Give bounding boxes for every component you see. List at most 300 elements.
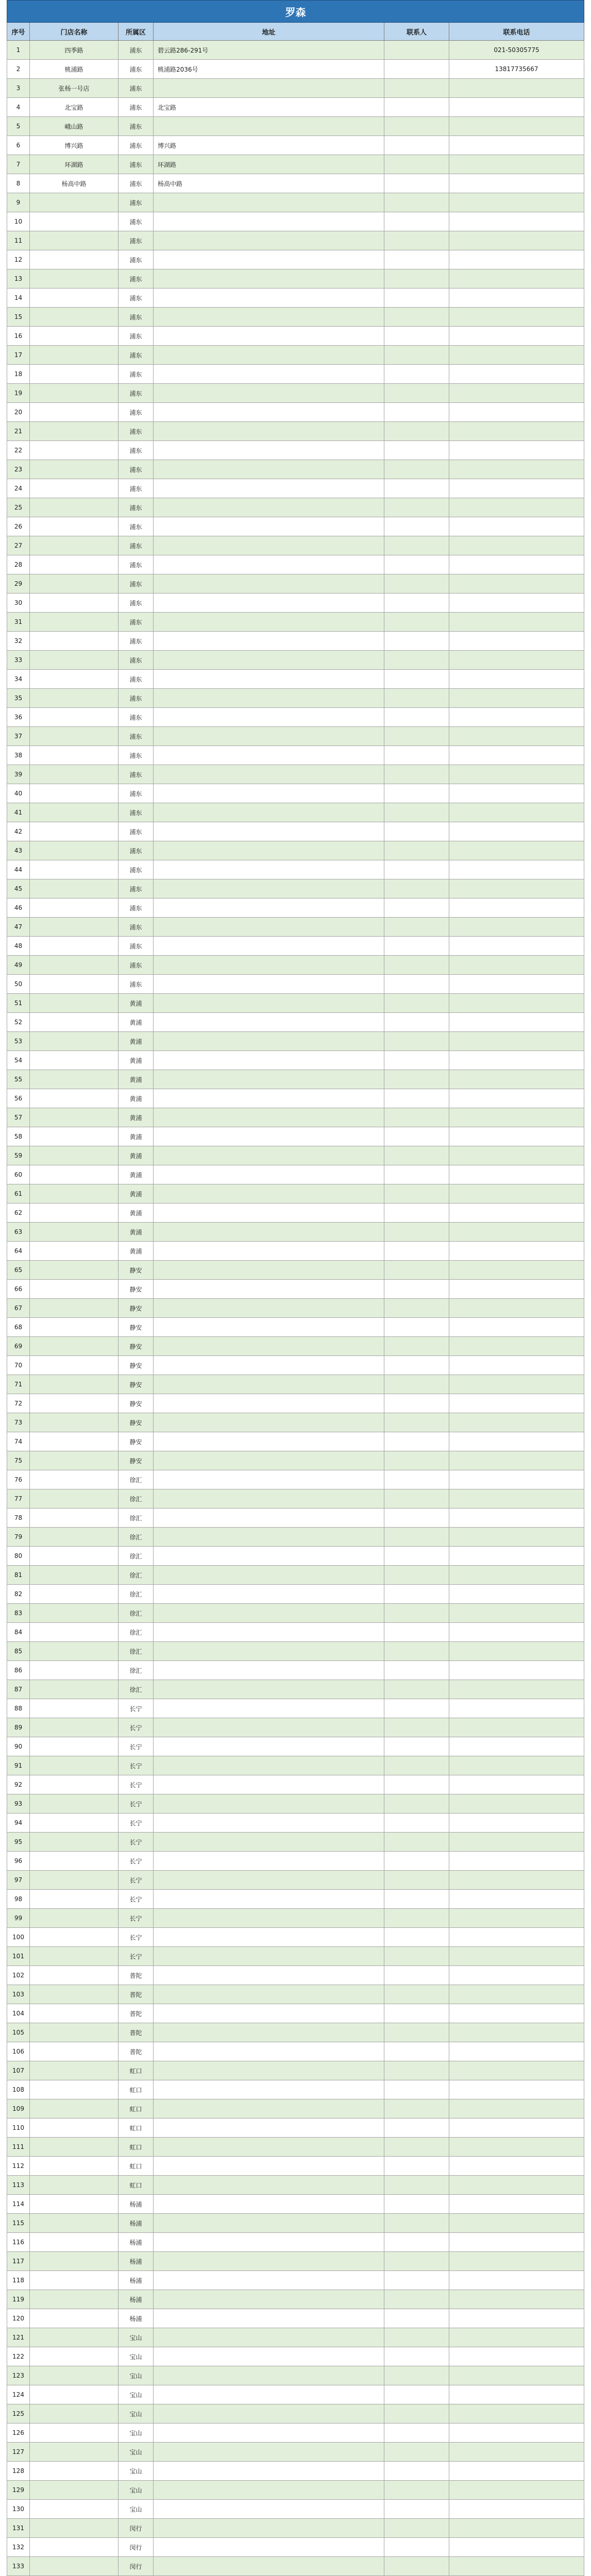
store-name — [30, 2309, 119, 2328]
phone-number — [449, 1032, 584, 1051]
row-index: 6 — [7, 136, 30, 155]
row-index: 123 — [7, 2366, 30, 2385]
store-name — [30, 2366, 119, 2385]
store-name — [30, 860, 119, 879]
contact-person — [384, 1794, 449, 1814]
contact-person — [384, 269, 449, 289]
store-name — [30, 670, 119, 689]
address — [154, 1375, 384, 1394]
row-index: 93 — [7, 1794, 30, 1814]
address — [154, 2042, 384, 2061]
store-name — [30, 2443, 119, 2462]
row-index: 67 — [7, 1299, 30, 1318]
address — [154, 1146, 384, 1165]
phone-number — [449, 2366, 584, 2385]
table-row — [7, 441, 584, 460]
store-name — [30, 2195, 119, 2214]
header-contact: 联系人 — [384, 23, 449, 41]
address: 碧云路286-291号 — [154, 41, 384, 60]
district: 宝山 — [119, 2481, 154, 2500]
district: 浦东 — [119, 841, 154, 860]
table-row — [7, 1375, 584, 1394]
table-row — [7, 2538, 584, 2557]
table-row — [7, 289, 584, 308]
store-name — [30, 1051, 119, 1070]
address — [154, 1794, 384, 1814]
address — [154, 536, 384, 555]
address — [154, 1451, 384, 1470]
phone-number — [449, 1737, 584, 1756]
district: 普陀 — [119, 1966, 154, 1985]
row-index: 94 — [7, 1814, 30, 1833]
address — [154, 670, 384, 689]
address — [154, 365, 384, 384]
address — [154, 613, 384, 632]
address — [154, 2195, 384, 2214]
row-index: 113 — [7, 2176, 30, 2195]
store-name — [30, 1204, 119, 1223]
district: 静安 — [119, 1280, 154, 1299]
contact-person — [384, 1375, 449, 1394]
address: 博兴路 — [154, 136, 384, 155]
district: 浦东 — [119, 403, 154, 422]
store-name — [30, 1756, 119, 1775]
contact-person — [384, 708, 449, 727]
row-index: 92 — [7, 1775, 30, 1794]
table-body — [7, 41, 584, 2576]
row-index: 79 — [7, 1528, 30, 1547]
district: 黄浦 — [119, 1146, 154, 1165]
table-row — [7, 555, 584, 574]
store-name — [30, 365, 119, 384]
store-name — [30, 479, 119, 498]
contact-person — [384, 308, 449, 327]
table-row — [7, 956, 584, 975]
contact-person — [384, 1909, 449, 1928]
table-row — [7, 1242, 584, 1261]
address — [154, 822, 384, 841]
district: 徐汇 — [119, 1566, 154, 1585]
phone-number — [449, 2233, 584, 2252]
address — [154, 1890, 384, 1909]
district: 普陀 — [119, 1985, 154, 2004]
header-index: 序号 — [7, 23, 30, 41]
store-name — [30, 2138, 119, 2157]
row-index: 88 — [7, 1699, 30, 1718]
contact-person — [384, 441, 449, 460]
contact-person — [384, 2138, 449, 2157]
phone-number — [449, 1489, 584, 1509]
phone-number — [449, 1814, 584, 1833]
table-row — [7, 1814, 584, 1833]
store-name — [30, 1489, 119, 1509]
contact-person — [384, 346, 449, 365]
row-index: 125 — [7, 2404, 30, 2424]
contact-person — [384, 2385, 449, 2404]
row-index: 54 — [7, 1051, 30, 1070]
table-row — [7, 98, 584, 117]
phone-number — [449, 174, 584, 193]
table-row — [7, 1070, 584, 1089]
address — [154, 2214, 384, 2233]
table-row — [7, 2080, 584, 2099]
table-row — [7, 2138, 584, 2157]
contact-person — [384, 1661, 449, 1680]
row-index: 32 — [7, 632, 30, 651]
contact-person — [384, 1051, 449, 1070]
district: 浦东 — [119, 822, 154, 841]
store-name — [30, 2061, 119, 2080]
address — [154, 555, 384, 574]
contact-person — [384, 1013, 449, 1032]
phone-number — [449, 594, 584, 613]
row-index: 101 — [7, 1947, 30, 1966]
district: 浦东 — [119, 975, 154, 994]
store-name — [30, 574, 119, 594]
contact-person — [384, 1528, 449, 1547]
row-index: 91 — [7, 1756, 30, 1775]
contact-person — [384, 1585, 449, 1604]
table-row — [7, 2004, 584, 2023]
store-name — [30, 765, 119, 784]
table-row — [7, 1699, 584, 1718]
address — [154, 1680, 384, 1699]
table-row — [7, 498, 584, 517]
phone-number — [449, 1756, 584, 1775]
contact-person — [384, 1032, 449, 1051]
table-row — [7, 117, 584, 136]
phone-number — [449, 708, 584, 727]
address — [154, 2023, 384, 2042]
contact-person — [384, 1642, 449, 1661]
district: 静安 — [119, 1356, 154, 1375]
address — [154, 2138, 384, 2157]
contact-person — [384, 2309, 449, 2328]
phone-number — [449, 1661, 584, 1680]
phone-number — [449, 613, 584, 632]
row-index: 20 — [7, 403, 30, 422]
row-index: 17 — [7, 346, 30, 365]
row-index: 81 — [7, 1566, 30, 1585]
store-name — [30, 2462, 119, 2481]
contact-person — [384, 2481, 449, 2500]
district: 虹口 — [119, 2119, 154, 2138]
contact-person — [384, 2404, 449, 2424]
address — [154, 1985, 384, 2004]
store-name: 杨高中路 — [30, 174, 119, 193]
district: 杨浦 — [119, 2233, 154, 2252]
address — [154, 2424, 384, 2443]
table-row — [7, 975, 584, 994]
district: 浦东 — [119, 574, 154, 594]
store-name — [30, 1947, 119, 1966]
district: 浦东 — [119, 231, 154, 250]
phone-number — [449, 1699, 584, 1718]
phone-number — [449, 2099, 584, 2119]
table-row — [7, 1509, 584, 1528]
table-row — [7, 632, 584, 651]
address — [154, 2157, 384, 2176]
table-row — [7, 2271, 584, 2290]
store-name — [30, 1661, 119, 1680]
row-index: 29 — [7, 574, 30, 594]
contact-person — [384, 1489, 449, 1509]
store-name — [30, 2271, 119, 2290]
district: 静安 — [119, 1261, 154, 1280]
store-name — [30, 1718, 119, 1737]
store-name — [30, 1394, 119, 1413]
contact-person — [384, 1108, 449, 1127]
store-name — [30, 2233, 119, 2252]
phone-number — [449, 1509, 584, 1528]
row-index: 38 — [7, 746, 30, 765]
table-row — [7, 136, 584, 155]
address — [154, 1509, 384, 1528]
phone-number — [449, 2481, 584, 2500]
contact-person — [384, 536, 449, 555]
row-index: 39 — [7, 765, 30, 784]
address — [154, 1814, 384, 1833]
row-index: 24 — [7, 479, 30, 498]
row-index: 12 — [7, 250, 30, 269]
address — [154, 441, 384, 460]
district: 长宁 — [119, 1775, 154, 1794]
phone-number — [449, 346, 584, 365]
contact-person — [384, 174, 449, 193]
row-index: 11 — [7, 231, 30, 250]
store-name: 峨山路 — [30, 117, 119, 136]
table-row — [7, 1337, 584, 1356]
store-name — [30, 1623, 119, 1642]
phone-number — [449, 2023, 584, 2042]
contact-person — [384, 879, 449, 899]
phone-number — [449, 746, 584, 765]
district: 浦东 — [119, 79, 154, 98]
row-index: 77 — [7, 1489, 30, 1509]
district: 宝山 — [119, 2328, 154, 2347]
row-index: 83 — [7, 1604, 30, 1623]
phone-number — [449, 269, 584, 289]
contact-person — [384, 2157, 449, 2176]
table-row — [7, 403, 584, 422]
phone-number — [449, 1604, 584, 1623]
phone-number — [449, 1852, 584, 1871]
district: 长宁 — [119, 1852, 154, 1871]
store-name — [30, 1223, 119, 1242]
phone-number — [449, 117, 584, 136]
row-index: 74 — [7, 1432, 30, 1451]
phone-number — [449, 1642, 584, 1661]
table-row — [7, 1261, 584, 1280]
phone-number — [449, 2538, 584, 2557]
store-name — [30, 422, 119, 441]
district: 长宁 — [119, 1794, 154, 1814]
district: 浦东 — [119, 193, 154, 212]
district: 黄浦 — [119, 1051, 154, 1070]
table-row — [7, 994, 584, 1013]
row-index: 48 — [7, 937, 30, 956]
address — [154, 1242, 384, 1261]
phone-number — [449, 918, 584, 937]
row-index: 55 — [7, 1070, 30, 1089]
contact-person — [384, 479, 449, 498]
row-index: 62 — [7, 1204, 30, 1223]
phone-number — [449, 1070, 584, 1089]
phone-number — [449, 1947, 584, 1966]
table-row — [7, 365, 584, 384]
table-row — [7, 2157, 584, 2176]
store-name — [30, 2404, 119, 2424]
store-name — [30, 2424, 119, 2443]
phone-number — [449, 2290, 584, 2309]
row-index: 107 — [7, 2061, 30, 2080]
row-index: 33 — [7, 651, 30, 670]
table-row — [7, 231, 584, 250]
contact-person — [384, 1604, 449, 1623]
contact-person — [384, 1509, 449, 1528]
address — [154, 594, 384, 613]
district: 黄浦 — [119, 1204, 154, 1223]
table-row — [7, 1223, 584, 1242]
store-name: 张杨一号店 — [30, 79, 119, 98]
store-name — [30, 2328, 119, 2347]
address — [154, 327, 384, 346]
store-name — [30, 269, 119, 289]
district: 浦东 — [119, 708, 154, 727]
contact-person — [384, 937, 449, 956]
row-index: 49 — [7, 956, 30, 975]
store-name — [30, 956, 119, 975]
district: 静安 — [119, 1413, 154, 1432]
row-index: 43 — [7, 841, 30, 860]
phone-number — [449, 1356, 584, 1375]
store-name — [30, 1528, 119, 1547]
row-index: 117 — [7, 2252, 30, 2271]
address — [154, 403, 384, 422]
phone-number — [449, 1432, 584, 1451]
table-row — [7, 212, 584, 231]
contact-person — [384, 1547, 449, 1566]
address — [154, 1718, 384, 1737]
row-index: 37 — [7, 727, 30, 746]
table-row — [7, 1184, 584, 1204]
contact-person — [384, 784, 449, 803]
store-name — [30, 2290, 119, 2309]
row-index: 128 — [7, 2462, 30, 2481]
phone-number — [449, 517, 584, 536]
table-row — [7, 1947, 584, 1966]
table-row — [7, 346, 584, 365]
phone-number — [449, 2176, 584, 2195]
contact-person — [384, 2347, 449, 2366]
phone-number — [449, 822, 584, 841]
phone-number — [449, 1528, 584, 1547]
table-row — [7, 2195, 584, 2214]
table-row — [7, 1204, 584, 1223]
address — [154, 1966, 384, 1985]
district: 浦东 — [119, 517, 154, 536]
phone-number — [449, 536, 584, 555]
table-row — [7, 2061, 584, 2080]
table-row — [7, 937, 584, 956]
phone-number — [449, 1833, 584, 1852]
row-index: 78 — [7, 1509, 30, 1528]
phone-number — [449, 2500, 584, 2519]
address — [154, 918, 384, 937]
district: 徐汇 — [119, 1661, 154, 1680]
table-row — [7, 2366, 584, 2385]
phone-number — [449, 212, 584, 231]
table-row — [7, 574, 584, 594]
row-index: 8 — [7, 174, 30, 193]
contact-person — [384, 327, 449, 346]
address — [154, 975, 384, 994]
table-row — [7, 250, 584, 269]
row-index: 121 — [7, 2328, 30, 2347]
district: 徐汇 — [119, 1509, 154, 1528]
address — [154, 574, 384, 594]
address — [154, 1127, 384, 1146]
phone-number — [449, 1680, 584, 1699]
phone-number — [449, 632, 584, 651]
store-name — [30, 689, 119, 708]
store-name — [30, 2347, 119, 2366]
phone-number — [449, 1089, 584, 1108]
district: 虹口 — [119, 2061, 154, 2080]
table-row — [7, 1432, 584, 1451]
row-index: 36 — [7, 708, 30, 727]
contact-person — [384, 1127, 449, 1146]
district: 长宁 — [119, 1909, 154, 1928]
district: 黄浦 — [119, 1165, 154, 1184]
address — [154, 1070, 384, 1089]
contact-person — [384, 231, 449, 250]
contact-person — [384, 1146, 449, 1165]
district: 徐汇 — [119, 1642, 154, 1661]
store-name — [30, 1909, 119, 1928]
store-name — [30, 1337, 119, 1356]
row-index: 63 — [7, 1223, 30, 1242]
table-row — [7, 2023, 584, 2042]
store-name — [30, 212, 119, 231]
district: 浦东 — [119, 594, 154, 613]
table-row — [7, 2385, 584, 2404]
phone-number — [449, 1242, 584, 1261]
contact-person — [384, 1184, 449, 1204]
contact-person — [384, 1280, 449, 1299]
store-name — [30, 613, 119, 632]
store-name: 环湖路 — [30, 155, 119, 174]
address — [154, 1528, 384, 1547]
phone-number — [449, 1451, 584, 1470]
contact-person — [384, 2004, 449, 2023]
contact-person — [384, 1947, 449, 1966]
address — [154, 1623, 384, 1642]
header-phone: 联系电话 — [449, 23, 584, 41]
phone-number — [449, 860, 584, 879]
address — [154, 2557, 384, 2576]
phone-number — [449, 231, 584, 250]
row-index: 41 — [7, 803, 30, 822]
district: 虹口 — [119, 2099, 154, 2119]
district: 徐汇 — [119, 1489, 154, 1509]
district: 浦东 — [119, 651, 154, 670]
row-index: 115 — [7, 2214, 30, 2233]
row-index: 126 — [7, 2424, 30, 2443]
district: 杨浦 — [119, 2309, 154, 2328]
table-row — [7, 1680, 584, 1699]
district: 浦东 — [119, 174, 154, 193]
